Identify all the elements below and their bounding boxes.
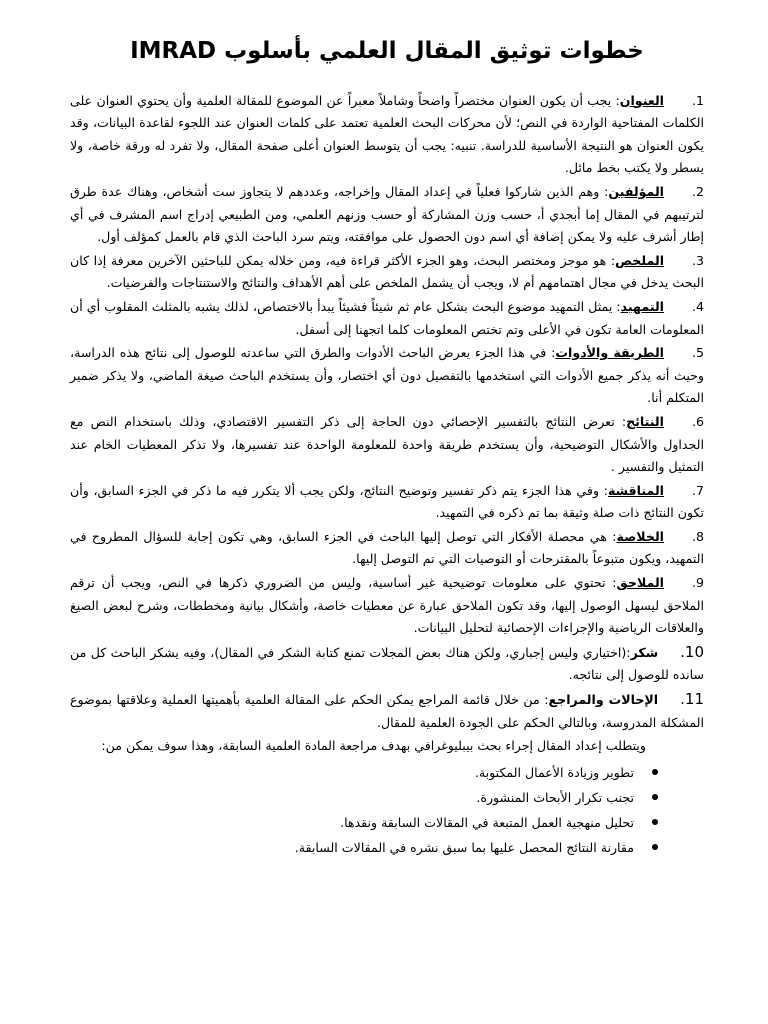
bullet-icon [652, 819, 658, 825]
item-label: المناقشة [607, 482, 664, 498]
item-separator: : [612, 298, 621, 314]
item-separator: : [599, 482, 608, 498]
section-appendices-item [70, 572, 704, 640]
item-number: 3. [691, 252, 705, 268]
item-label: المؤلفين [608, 183, 664, 199]
list-item-text: تطوير وزيادة الأعمال المكتوبة. [474, 764, 634, 780]
page-title: خطوات توثيق المقال العلمي بأسلوب IMRAD [130, 38, 644, 64]
item-text: يجب أن يكون العنوان مختصراً واضحاً وشاملاً معبراً عن الموضوع للمقالة العلمية وأن يحتوي العنوان على الكلمات المفتاحية الواردة في النص؛ لأن محركات البحث العلمية تعتمد على كلمات العنوان عند اللجوء لقاعدة البيانات، وقد يكون العنوان هو النتيجة الأساسية للدراسة. تنبيه: يجب أن يتوسط العنوان أعلى صفحة المقال، ولا تفرد له ورقة خاصة، ولا يسطر ولا يكتب بخط مائل. [70, 92, 704, 176]
item-number: 9. [691, 575, 704, 591]
item-text: وفي هذا الجزء يتم ذكر تفسير وتوضيح النتائج، ولكن يجب ألا يتكرر فيه ما ذكر في الجزء السابق، وأن تكون النتائج ذات صلة وثيقة بما تم ذكره في التمهيد. [70, 482, 704, 521]
item-separator: : [606, 252, 616, 268]
section-abstract-item [70, 250, 704, 295]
item-separator: : [599, 183, 609, 199]
list-item [70, 760, 634, 785]
item-separator: : [605, 575, 617, 591]
item-label: النتائج [626, 413, 664, 429]
list-item [70, 785, 634, 810]
item-text: (اختياري وليس إجباري، ولكن هناك بعض المجلات تمنع كتابة الشكر في المقال)، وفيه يشكر الباحث كل من سانده للوصول إلى نتائجه. [70, 644, 704, 683]
section-title-item [70, 90, 704, 180]
section-acknowledgments-item [70, 641, 704, 687]
item-text: في هذا الجزء يعرض الباحث الأدوات والطرق التي ساعدته للوصول إلى نتائج هذه الدراسة، وحيث أنه يذكر جميع الأدوات التي استخدمها بالتفصيل دون أي اختصار، وأن يستخدم الباحث صيغة الماضي، ولا يذكر ضمير المتكلم أنا. [70, 345, 704, 406]
bullet-icon [652, 794, 658, 800]
list-item [70, 835, 634, 860]
item-label: التمهيد [620, 298, 664, 314]
bullet-icon [652, 844, 658, 850]
benefits-list [70, 760, 704, 860]
item-separator: : [539, 692, 549, 708]
item-text: هو موجز ومختصر البحث، وهو الجزء الأكثر قراءة فيه، ومن خلاله يمكن للباحثين الآخرين معرفة إذا كان البحث يدخل في مجال اهتمامهم أم لا، ويجب أن يشمل الملخص على أهم الأهداف والنتائج والاستنتاجات والفرضيات. [70, 252, 704, 291]
item-label: الإحالات والمراجع [548, 692, 659, 708]
item-text: هي محصلة الأفكار التي توصل إليها الباحث في الجزء السابق، وهي تكون إجابة للسؤال المطروح في التمهيد، ويكون متبوعاً بالمقترحات أو التوصيات التي تم التوصل إليها. [70, 528, 704, 567]
item-number: 7. [691, 482, 704, 498]
item-text: وهم الذين شاركوا فعلياً في إعداد المقال وإخراجه، وعددهم لا يتجاوز ست أشخاص، وهناك عدة طرق لترتيبهم في المقال إما أبجدي أ، حسب وزن المشاركة أو حسب وزنهم العلمي، ومن الطبيعي إدراج اسم المشرف في أي إطار أشرف عليه ولا يمكن إضافة أي اسم دون الحصول على موافقته، ويتم سرد الباحث الذي قام بالعمل كمؤلف أول. [70, 183, 704, 245]
list-item-text: تجنب تكرار الأبحاث المنشورة. [476, 789, 634, 805]
section-discussion-item [70, 480, 704, 525]
item-text: من خلال قائمة المراجع يمكن الحكم على المقالة العلمية بأهميتها العملية وعلاقتها بموضوع المشكلة المدروسة، وبالتالي الحكم على الجودة العلمية للمقال. [70, 692, 704, 730]
item-label: الملخص [615, 252, 665, 268]
bullet-icon [652, 769, 658, 775]
item-label: العنوان [619, 92, 664, 108]
item-number: 6. [691, 413, 704, 429]
item-text: تحتوي على معلومات توضيحية غير أساسية، وليس من الضروري ذكرها في النص، ويجب أن ترقم الملاحق ليسهل الوصول إليها، وقد تكون الملاحق عبارة عن معطيات خاصة، وأشكال بيانية ومخططات، وشرح لبعض الصيغ والعلاقات الرياضية والإجراءات الإحصائية لتحليل البيانات. [70, 575, 704, 636]
section-references-item [70, 688, 704, 734]
section-authors-item [70, 181, 704, 249]
section-introduction-item [70, 296, 704, 341]
section-methods-item [70, 342, 704, 410]
list-item-text: مقارنة النتائج المحصل عليها بما سبق نشره في المقالات السابقة. [294, 839, 634, 855]
item-separator: : [611, 92, 620, 108]
list-item-text: تحليل منهجية العمل المتبعة في المقالات السابقة ونقدها. [340, 814, 634, 830]
bibliography-intro: ويتطلب إعداد المقال إجراء بحث بيبليوغرافي بهدف مراجعة المادة العلمية السابقة، وهذا سوف يمكن من: [101, 738, 646, 754]
item-number: 8. [691, 528, 704, 544]
item-number: 10. [680, 642, 704, 661]
list-item [70, 810, 634, 835]
item-label: شكر [630, 644, 659, 660]
item-separator: : [606, 528, 617, 544]
item-label: الخلاصة [616, 528, 664, 544]
item-number: 5. [691, 345, 704, 361]
section-results-item [70, 411, 704, 479]
item-label: الملاحق [616, 575, 664, 591]
item-text: يمثل التمهيد موضوع البحث بشكل عام ثم شيئاً فشيئاً يبدأ بالاختصاص، لذلك يشبه بالمثلث المقلوب أي أن المعلومات العامة تكون في الأعلى وتم تختص المعلومات كلما اتجهنا إلى أسفل. [70, 298, 704, 337]
item-separator: : [626, 644, 631, 660]
item-separator: : [546, 345, 556, 361]
item-label: الطريقة والأدوات [555, 345, 664, 361]
item-number: 4. [691, 298, 704, 314]
section-conclusion-item [70, 526, 704, 571]
item-text: تعرض النتائج بالتفسير الإحصائي دون الحاجة إلى ذكر التفسير الاقتصادي، وذلك باستخدام النص مع الجداول والأشكال التوضيحية، وأن يستخدم طريقة واحدة للمعلومة الواحدة عند تفسيرها، ولا تذكر المعطيات الخام عند التمثيل والتفسير . [70, 413, 704, 475]
item-number: 11. [680, 690, 704, 709]
item-number: 1. [691, 92, 704, 108]
item-separator: : [614, 413, 627, 429]
item-number: 2. [691, 183, 704, 199]
